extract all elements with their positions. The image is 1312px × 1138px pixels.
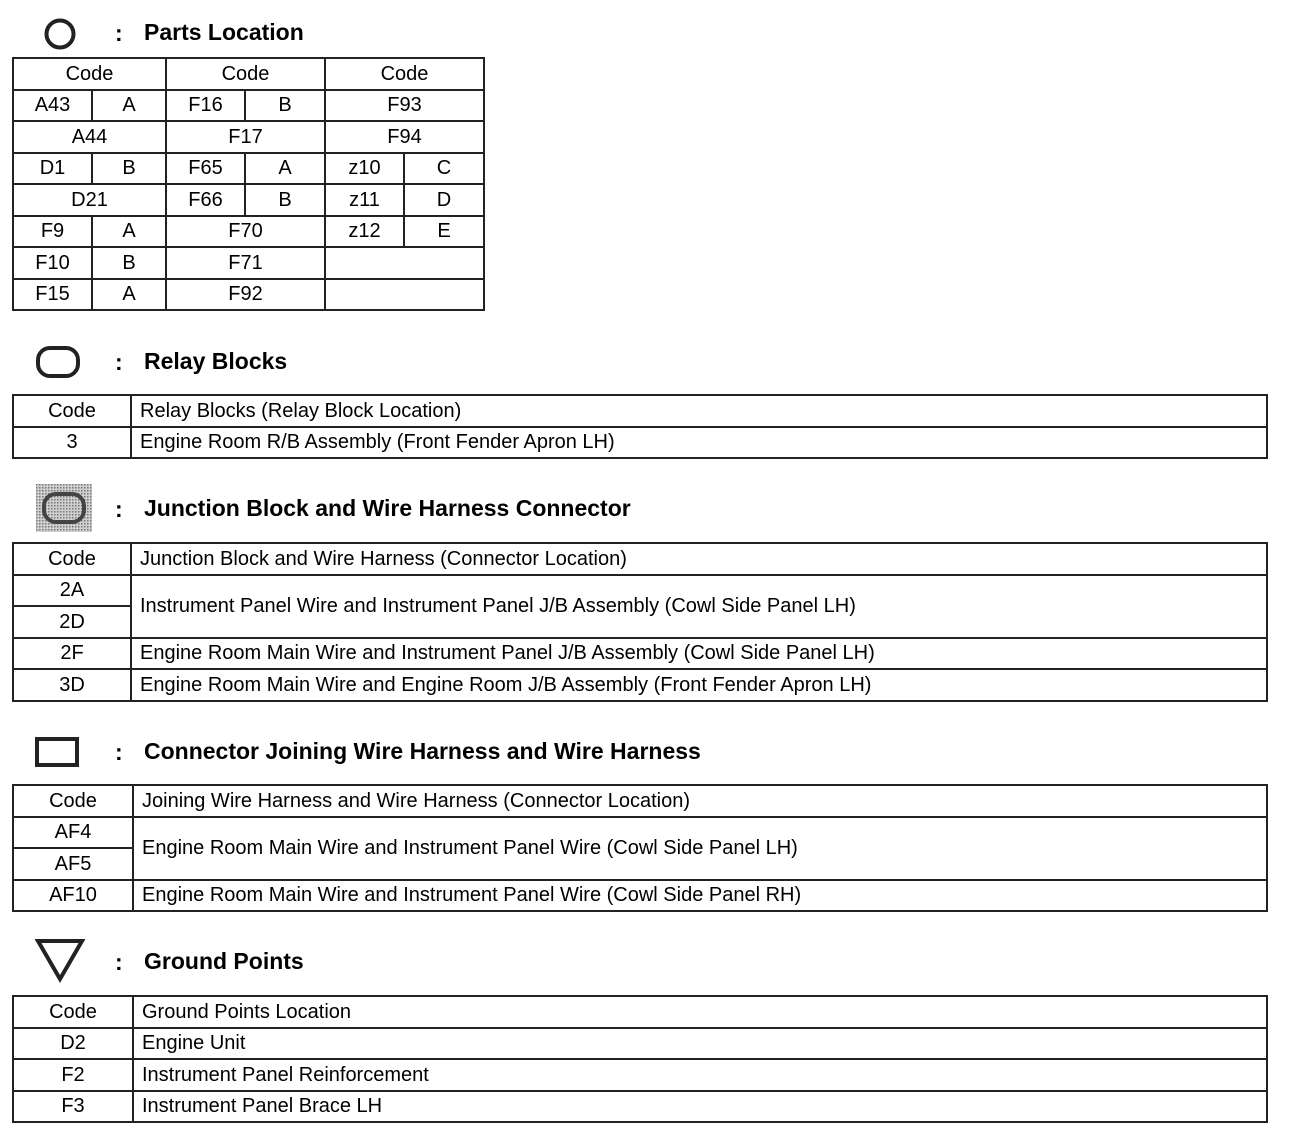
triangle-down-icon <box>34 937 86 983</box>
description-cell: Engine Room Main Wire and Instrument Panel Wire (Cowl Side Panel LH) <box>133 817 1267 880</box>
table-row <box>13 817 1267 849</box>
table-row <box>13 1059 1267 1091</box>
table-row <box>13 575 1267 607</box>
header-cell: Code <box>13 996 133 1028</box>
grid-cell: A <box>92 279 166 311</box>
section-title: Ground Points <box>144 948 304 974</box>
grid-cell: D <box>404 184 484 216</box>
connector-joining-table <box>12 784 1268 912</box>
table-row <box>13 247 484 279</box>
table-row <box>13 121 484 153</box>
colon: : <box>115 20 123 46</box>
code-cell: A43 <box>13 90 92 122</box>
parts-location-table <box>12 57 485 311</box>
code-cell: F3 <box>13 1091 133 1123</box>
header-cell: Code <box>13 543 131 575</box>
table-row <box>13 216 484 248</box>
code-cell: z11 <box>325 184 404 216</box>
code-cell: 2F <box>13 638 131 670</box>
header-cell: Code <box>13 785 133 817</box>
junction-block-table <box>12 542 1268 702</box>
grid-cell: A <box>245 153 325 185</box>
code-cell: 3 <box>13 427 131 459</box>
code-cell: AF5 <box>13 848 133 880</box>
circle-icon <box>42 16 78 52</box>
code-cell: F9 <box>13 216 92 248</box>
grid-cell: E <box>404 216 484 248</box>
table-row <box>13 880 1267 912</box>
table-header-row <box>13 785 1267 817</box>
code-cell: AF4 <box>13 817 133 849</box>
empty-cell <box>325 247 484 279</box>
section-title: Parts Location <box>144 19 304 45</box>
code-cell: F92 <box>166 279 325 311</box>
code-cell: 3D <box>13 669 131 701</box>
shaded-rounded-rect-icon <box>36 484 92 532</box>
code-cell: z12 <box>325 216 404 248</box>
rounded-rect-icon <box>36 345 80 379</box>
code-cell: F71 <box>166 247 325 279</box>
code-cell: F15 <box>13 279 92 311</box>
header-cell: Junction Block and Wire Harness (Connector Location) <box>131 543 1267 575</box>
code-cell: D1 <box>13 153 92 185</box>
table-row <box>13 669 1267 701</box>
description-cell: Instrument Panel Brace LH <box>133 1091 1267 1123</box>
code-cell: 2A <box>13 575 131 607</box>
description-cell: Engine Unit <box>133 1028 1267 1060</box>
grid-cell: B <box>245 90 325 122</box>
description-cell: Instrument Panel Reinforcement <box>133 1059 1267 1091</box>
rectangle-icon <box>34 735 80 769</box>
table-row <box>13 184 484 216</box>
table-header-row <box>13 996 1267 1028</box>
table-row <box>13 638 1267 670</box>
grid-cell: B <box>92 153 166 185</box>
table-header-row <box>13 543 1267 575</box>
code-cell: F94 <box>325 121 484 153</box>
code-cell: F93 <box>325 90 484 122</box>
table-row <box>13 1028 1267 1060</box>
header-cell: Relay Blocks (Relay Block Location) <box>131 395 1267 427</box>
table-row <box>13 1091 1267 1123</box>
empty-cell <box>325 279 484 311</box>
header-cell: Ground Points Location <box>133 996 1267 1028</box>
code-cell: D2 <box>13 1028 133 1060</box>
table-row <box>13 427 1267 459</box>
code-cell: D21 <box>13 184 166 216</box>
ground-points-table <box>12 995 1268 1123</box>
table-row <box>13 279 484 311</box>
grid-cell: B <box>92 247 166 279</box>
colon: : <box>115 349 123 375</box>
header-cell: Code <box>13 58 166 90</box>
header-cell: Code <box>166 58 325 90</box>
grid-cell: A <box>92 90 166 122</box>
description-cell: Engine Room Main Wire and Instrument Panel J/B Assembly (Cowl Side Panel LH) <box>131 638 1267 670</box>
header-cell: Code <box>13 395 131 427</box>
table-row <box>13 153 484 185</box>
grid-cell: A <box>92 216 166 248</box>
code-cell: F65 <box>166 153 245 185</box>
table-row <box>13 90 484 122</box>
colon: : <box>115 496 123 522</box>
code-cell: F17 <box>166 121 325 153</box>
code-cell: F70 <box>166 216 325 248</box>
code-cell: F66 <box>166 184 245 216</box>
code-cell: A44 <box>13 121 166 153</box>
grid-cell: B <box>245 184 325 216</box>
colon: : <box>115 949 123 975</box>
section-title: Junction Block and Wire Harness Connector <box>144 495 631 521</box>
description-cell: Instrument Panel Wire and Instrument Panel J/B Assembly (Cowl Side Panel LH) <box>131 575 1267 638</box>
section-title: Connector Joining Wire Harness and Wire Harness <box>144 738 701 764</box>
header-cell: Joining Wire Harness and Wire Harness (Connector Location) <box>133 785 1267 817</box>
code-cell: F2 <box>13 1059 133 1091</box>
code-cell: AF10 <box>13 880 133 912</box>
code-cell: 2D <box>13 606 131 638</box>
header-cell: Code <box>325 58 484 90</box>
grid-cell: C <box>404 153 484 185</box>
description-cell: Engine Room R/B Assembly (Front Fender Apron LH) <box>131 427 1267 459</box>
relay-blocks-table <box>12 394 1268 459</box>
colon: : <box>115 739 123 765</box>
code-cell: F16 <box>166 90 245 122</box>
code-cell: z10 <box>325 153 404 185</box>
table-header-row <box>13 58 484 90</box>
section-title: Relay Blocks <box>144 348 288 374</box>
description-cell: Engine Room Main Wire and Engine Room J/B Assembly (Front Fender Apron LH) <box>131 669 1267 701</box>
description-cell: Engine Room Main Wire and Instrument Panel Wire (Cowl Side Panel RH) <box>133 880 1267 912</box>
code-cell: F10 <box>13 247 92 279</box>
table-header-row <box>13 395 1267 427</box>
